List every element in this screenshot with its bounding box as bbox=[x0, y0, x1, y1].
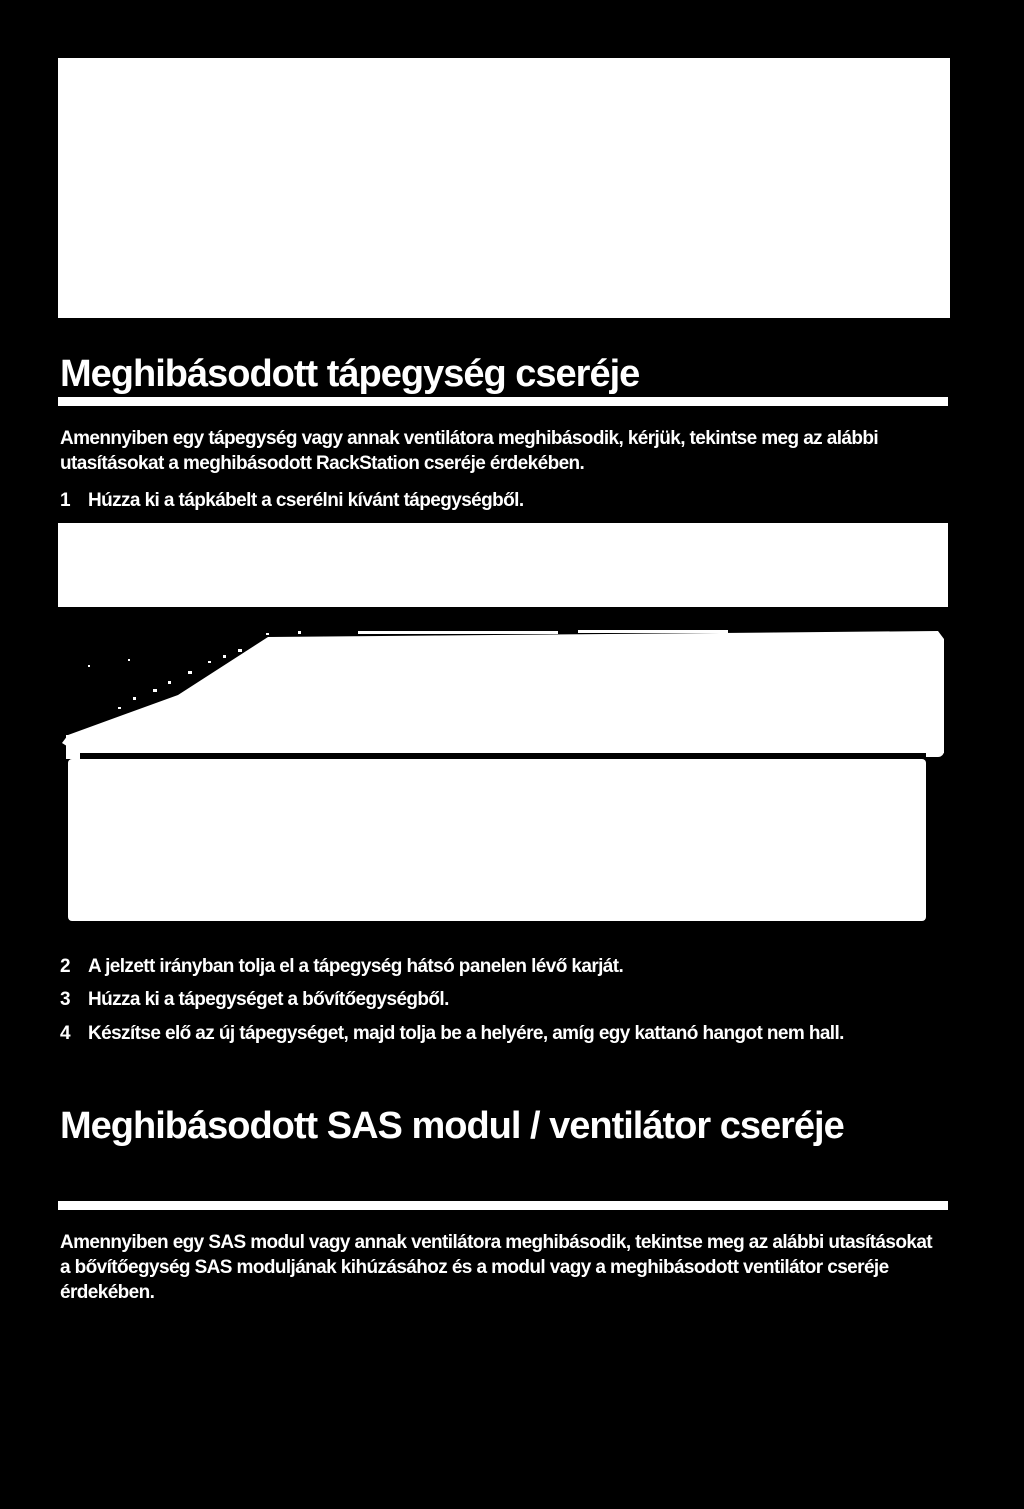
section-divider bbox=[58, 1201, 948, 1210]
section-divider bbox=[58, 397, 948, 406]
section-intro-power-supply: Amennyiben egy tápegység vagy annak ventilátora meghibásodik, kérjük, tekintse meg az alábbi utasításokat a meghibásodott RackStation cseréje érdekében. bbox=[60, 428, 879, 474]
step-item bbox=[60, 1021, 950, 1046]
figure-top-image bbox=[58, 58, 950, 318]
step-item bbox=[60, 954, 950, 979]
section-intro-sas-module: Amennyiben egy SAS modul vagy annak ventilátora meghibásodik, tekintse meg az alábbi utasításokat a bővítőegység SAS moduljának kihúzásához és a modul vagy a meghibásodott ventilátor cseréje érdekében. bbox=[60, 1232, 933, 1303]
section-title-sas-module: Meghibásodott SAS modul / ventilátor cseréje bbox=[60, 1105, 844, 1147]
step-number: 2 bbox=[60, 956, 70, 977]
step-item bbox=[60, 987, 950, 1012]
step-number: 1 bbox=[60, 490, 70, 511]
step-item bbox=[60, 488, 950, 513]
step-number: 3 bbox=[60, 989, 70, 1010]
step-text: Húzza ki a tápkábelt a cserélni kívánt tápegységből. bbox=[88, 490, 524, 511]
step-number: 4 bbox=[60, 1023, 70, 1044]
step-text: Húzza ki a tápegységet a bővítőegységből. bbox=[88, 989, 449, 1010]
section-title-power-supply: Meghibásodott tápegység cseréje bbox=[60, 353, 640, 395]
figure-bar bbox=[58, 523, 948, 607]
step-text: Készítse elő az új tápegységet, majd tolja be a helyére, amíg egy kattanó hangot nem hall. bbox=[88, 1023, 844, 1044]
power-supply-illustration bbox=[58, 625, 950, 925]
step-text: A jelzett irányban tolja el a tápegység hátsó panelen lévő karját. bbox=[88, 956, 624, 977]
